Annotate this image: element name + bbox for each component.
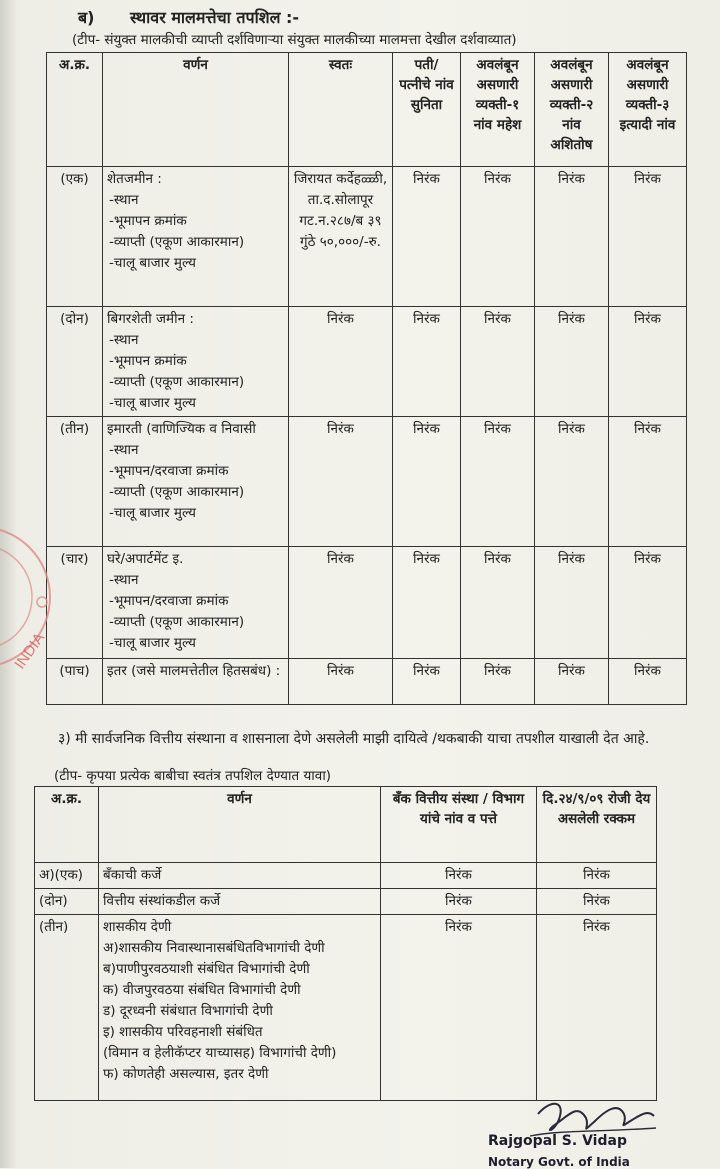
header-sr: अ.क्र. [47,53,103,167]
header-dependent-1: अवलंबून असणारी व्यक्ती-१ नांव महेश [461,53,535,167]
signatory-name: Rajgopal S. Vidap [488,1133,627,1149]
table-row [47,307,687,417]
row-institution: निरंक [381,863,537,889]
row-description [103,659,289,705]
row-item: -स्थान [109,332,139,348]
row-title: बिगरशेती जमीन : [107,311,194,327]
section-b-label: ब) [78,8,95,27]
seal-lettering: INDIA [11,629,49,673]
row-sr: अ)(एक) [35,863,99,889]
row-item: (विमान व हेलीकॅप्टर याच्यासह) विभागांची देणी) [103,1045,337,1061]
row-sr: (दोन) [35,889,99,915]
header-amount: दि.२४/९/०९ रोजी देय असलेली रक्कम [537,787,657,863]
row-dep3-value: निरंक [609,659,687,705]
row-description: वित्तीय संस्थांकडील कर्जे [99,889,381,915]
signatory-title: Notary Govt. of India [488,1155,630,1169]
header-dependent-3: अवलंबून असणारी व्यक्ती-३ इत्यादी नांव [609,53,687,167]
row-spouse-value: निरंक [393,547,461,659]
row-amount: निरंक [537,863,657,889]
notary-seal-stamp [0,512,56,682]
row-institution: निरंक [381,915,537,1101]
row-item: -चालू बाजार मुल्य [109,635,196,651]
header-sr: अ.क्र. [35,787,99,863]
row-item: ड) दूरध्वनी संबंधात विभागांची देणी [103,1003,273,1019]
row-item: -व्याप्ती (एकूण आकारमान) [109,484,245,500]
table-header-row [47,53,687,167]
row-item: अ)शासकीय निवास्थानासबंधितविभागांची देणी [103,940,325,956]
row-description: बँकाची कर्जे [99,863,381,889]
row-dep1-value: निरंक [461,307,535,417]
section-b-heading [78,6,299,28]
row-sr: (एक) [47,167,103,307]
row-title: शासकीय देणी [103,919,172,935]
table-row [47,547,687,659]
row-item: -व्याप्ती (एकूण आकारमान) [109,614,245,630]
row-dep1-value: निरंक [461,547,535,659]
row-description [103,417,289,547]
row-dep2-value: निरंक [535,417,609,547]
row-item: क) वीजपुरवठया संबंधित विभागांची देणी [103,982,301,998]
section-b-note: (टीप- संयुक्त मालकीची व्याप्ती दर्शविणाऱ्या संयुक्त मालकीच्या मालमत्ता देखील दर्शवाव्यात) [72,32,517,48]
row-title: इमारती (वाणिज्यिक व निवासी [107,421,256,437]
table-row [47,659,687,705]
header-description: वर्णन [103,53,289,167]
table-row [35,889,657,915]
row-description [103,547,289,659]
row-sr: (तीन) [47,417,103,547]
header-description: वर्णन [99,787,381,863]
row-dep3-value: निरंक [609,307,687,417]
row-item: -व्याप्ती (एकूण आकारमान) [109,234,245,250]
row-item: -व्याप्ती (एकूण आकारमान) [109,374,245,390]
row-self-value: जिरायत कर्देहळ्ळी, ता.द.सोलापूर गट.न.२८७/ब ३९ गुंठे ५०,०००/-रु. [289,167,393,307]
header-institution: बँक वित्तीय संस्था / विभाग यांचे नांव व पत्ते [381,787,537,863]
header-dependent-2: अवलंबून असणारी व्यक्ती-२ नांव अशितोष [535,53,609,167]
row-item: ब)पाणीपुरवठयाशी संबंधित विभागांची देणी [103,961,310,977]
row-spouse-value: निरंक [393,659,461,705]
row-title: इतर (जसे मालमत्तेतील हितसबंध) : [107,663,281,679]
table-row [47,167,687,307]
row-dep3-value: निरंक [609,167,687,307]
row-institution: निरंक [381,889,537,915]
row-item: -चालू बाजार मुल्य [109,255,196,271]
row-amount: निरंक [537,889,657,915]
row-self-value: निरंक [289,417,393,547]
table-row [35,915,657,1101]
section-b-title: स्थावर मालमत्तेचा तपशिल :- [130,8,300,27]
row-sr: (दोन) [47,307,103,417]
header-spouse: पती/ पत्नीचे नांव सुनिता [393,53,461,167]
row-self-value: निरंक [289,547,393,659]
table-header-row [35,787,657,863]
row-dep3-value: निरंक [609,547,687,659]
row-spouse-value: निरंक [393,167,461,307]
row-item: -भूमापन क्रमांक [109,353,187,369]
row-item: -भूमापन/दरवाजा क्रमांक [109,593,229,609]
immovable-property-table [46,52,687,705]
row-dep2-value: निरंक [535,547,609,659]
row-dep2-value: निरंक [535,659,609,705]
row-dep2-value: निरंक [535,167,609,307]
table-row [47,417,687,547]
row-dep3-value: निरंक [609,417,687,547]
row-item: फ) कोणतेही असल्यास, इतर देणी [103,1066,269,1082]
row-dep1-value: निरंक [461,417,535,547]
row-sr: (तीन) [35,915,99,1101]
row-item: -भूमापन/दरवाजा क्रमांक [109,463,229,479]
table-row [35,863,657,889]
row-sr: (पाच) [47,659,103,705]
row-item: -चालू बाजार मुल्य [109,505,196,521]
row-item: -स्थान [109,572,139,588]
header-self: स्वतः [289,53,393,167]
row-description [103,167,289,307]
row-item: इ) शासकीय परिवहनाशी संबंधित [103,1024,263,1040]
row-amount: निरंक [537,915,657,1101]
row-dep1-value: निरंक [461,167,535,307]
section-3-paragraph: ३) मी सार्वजनिक वित्तीय संस्थाना व शासनाला देणे असलेली माझी दायित्वे /थकबाकी याचा तपशील याखाली देत आहे. [58,731,650,747]
row-item: -स्थान [109,442,139,458]
row-dep2-value: निरंक [535,307,609,417]
row-description [103,307,289,417]
row-spouse-value: निरंक [393,307,461,417]
row-dep1-value: निरंक [461,659,535,705]
row-sr: (चार) [47,547,103,659]
row-description [99,915,381,1101]
row-item: -भूमापन क्रमांक [109,213,187,229]
section-3-note: (टीप- कृपया प्रत्येक बाबीचा स्वतंत्र तपशिल देण्यात यावा) [54,768,332,784]
row-item: -स्थान [109,192,139,208]
liabilities-table [34,786,657,1101]
row-item: -चालू बाजार मुल्य [109,395,196,411]
row-self-value: निरंक [289,307,393,417]
row-spouse-value: निरंक [393,417,461,547]
row-self-value: निरंक [289,659,393,705]
row-title: शेतजमीन : [107,171,162,187]
row-title: घरे/अपार्टमेंट इ. [107,551,184,567]
